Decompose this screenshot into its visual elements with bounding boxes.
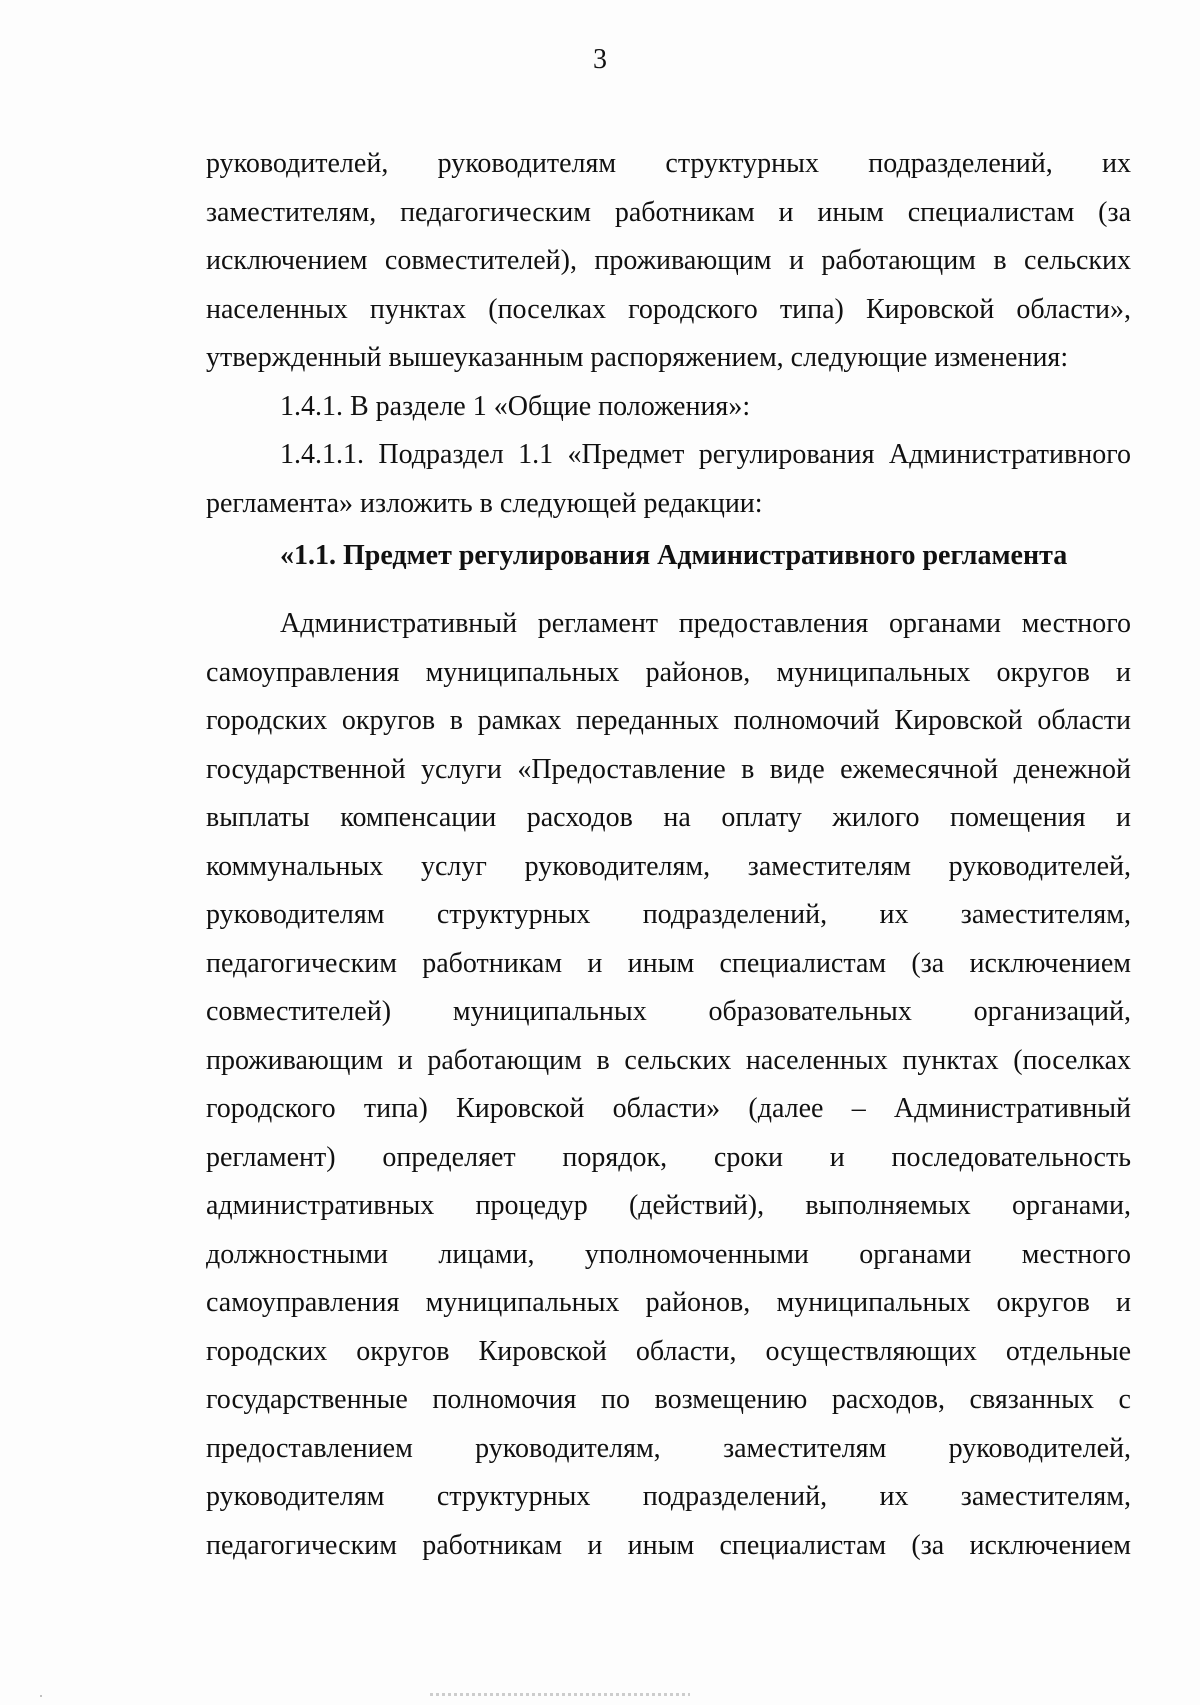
scan-artifact	[430, 1693, 690, 1696]
main-paragraph-line: проживающим и работающим в сельских населенных пунктах (поселках	[206, 1044, 1131, 1076]
main-paragraph-line: государственной услуги «Предоставление в виде ежемесячной денежной	[206, 753, 1131, 785]
paragraph-gap	[206, 584, 1131, 600]
main-paragraph-line: Административный регламент предоставления органами местного	[280, 608, 1131, 639]
item-1-4-1: 1.4.1. В разделе 1 «Общие положения»:	[280, 390, 751, 422]
document-body	[206, 140, 1131, 1570]
main-paragraph-line: административных процедур (действий), выполняемых органами,	[206, 1190, 1131, 1221]
item-1-4-1-1-line: регламента» изложить в следующей редакции:	[206, 487, 763, 519]
item-1-4-1-1-line: 1.4.1.1. Подраздел 1.1 «Предмет регулирования Административного	[280, 439, 1131, 470]
main-paragraph-line: регламент) определяет порядок, сроки и последовательность	[206, 1141, 1131, 1173]
text-line: заместителям, педагогическим работникам и иным специалистам (за	[206, 196, 1131, 228]
main-paragraph-line: самоуправления муниципальных районов, муниципальных округов и	[206, 656, 1131, 688]
main-paragraph-line: совместителей) муниципальных образовательных организаций,	[206, 996, 1131, 1027]
text-line: населенных пунктах (поселках городского типа) Кировской области»,	[206, 293, 1131, 325]
scan-artifact	[40, 1695, 42, 1697]
main-paragraph-line: выплаты компенсации расходов на оплату жилого помещения и	[206, 802, 1131, 833]
main-paragraph-line: предоставлением руководителям, заместителям руководителей,	[206, 1432, 1131, 1464]
page-number: 3	[593, 44, 607, 75]
main-paragraph-line: самоуправления муниципальных районов, муниципальных округов и	[206, 1287, 1131, 1318]
main-paragraph-line: педагогическим работникам и иным специалистам (за исключением	[206, 1529, 1131, 1561]
main-paragraph-line: должностными лицами, уполномоченными органами местного	[206, 1238, 1131, 1270]
main-paragraph-line: коммунальных услуг руководителям, заместителям руководителей,	[206, 850, 1131, 882]
main-paragraph-line: руководителям структурных подразделений, их заместителям,	[206, 899, 1131, 930]
text-line: руководителей, руководителям структурных подразделений, их	[206, 148, 1131, 179]
main-paragraph-line: городских округов в рамках переданных полномочий Кировской области	[206, 705, 1131, 736]
main-paragraph-line: педагогическим работникам и иным специалистам (за исключением	[206, 947, 1131, 979]
main-paragraph-line: государственные полномочия по возмещению расходов, связанных с	[206, 1384, 1131, 1415]
main-paragraph-line: руководителям структурных подразделений, их заместителям,	[206, 1481, 1131, 1512]
text-line: утвержденный вышеуказанным распоряжением, следующие изменения:	[206, 342, 1069, 373]
text-line: исключением совместителей), проживающим и работающим в сельских	[206, 245, 1131, 276]
main-paragraph-line: городских округов Кировской области, осуществляющих отдельные	[206, 1335, 1131, 1367]
section-heading: «1.1. Предмет регулирования Административного регламента	[280, 540, 1068, 571]
main-paragraph-line: городского типа) Кировской области» (далее – Административный	[206, 1093, 1131, 1124]
